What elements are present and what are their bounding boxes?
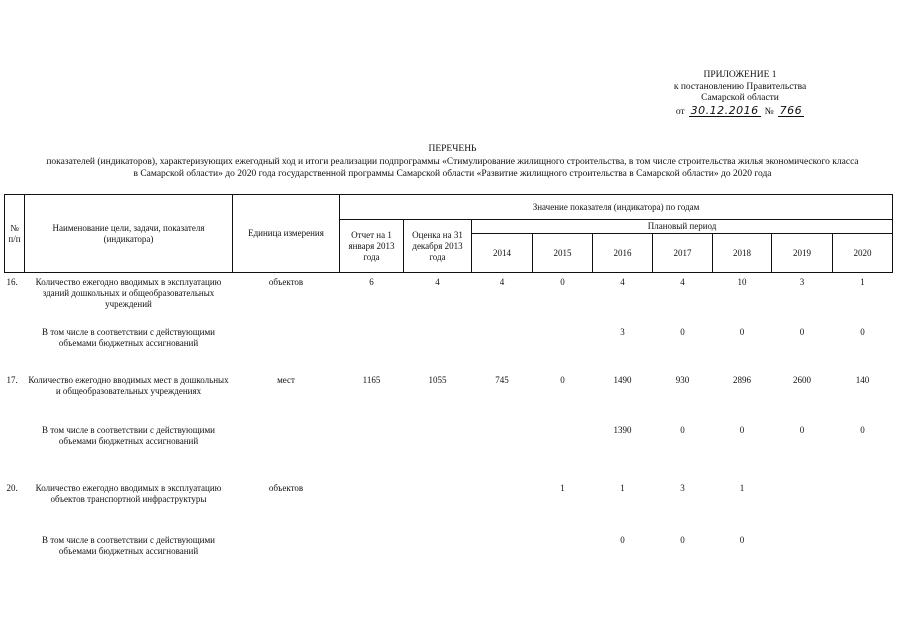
- appendix-date: 30.12.2016: [690, 103, 759, 117]
- row-2017: 0: [680, 425, 685, 435]
- row-unit: объектов: [268, 483, 304, 493]
- row-2020: [833, 531, 893, 565]
- row-2016: 1: [620, 483, 625, 493]
- row-2018: 0: [739, 327, 745, 337]
- row-2017: 930: [675, 375, 690, 385]
- appendix-number-sign: №: [764, 106, 774, 117]
- header-year-2017: 2017: [653, 234, 713, 273]
- table-body: [5, 273, 893, 566]
- table-row: [5, 367, 893, 425]
- row-2016: 1390: [613, 425, 632, 435]
- header-name: Наименование цели, задачи, показателя (индикатора): [25, 195, 233, 273]
- row-2015: [533, 531, 593, 565]
- row-report: [340, 481, 404, 531]
- table-header: [5, 195, 893, 273]
- appendix-block: [665, 70, 815, 118]
- row-estimate: [404, 481, 472, 531]
- row-2018: 0: [739, 535, 745, 545]
- header-unit: Единица измерения: [233, 195, 340, 273]
- header-planned: Плановый период: [472, 220, 893, 234]
- title-line-1: показателей (индикаторов), характеризующих ежегодный ход и итоги реализации подпрограммы «Стимулирование жилищного строительства, в том числе строительства жилья экономического класса: [46, 157, 859, 167]
- row-unit: объектов: [268, 277, 304, 287]
- row-2019: 0: [799, 327, 805, 337]
- row-2018: 2896: [733, 375, 751, 385]
- row-name: В том числе в соответствии с действующими объемами бюджетных ассигнований: [41, 327, 215, 348]
- row-2015: 0: [560, 277, 565, 287]
- title-line-2: в Самарской области» до 2020 года государственной программы Самарской области «Развитие жилищного строительства в Самарской области» до 2020 года: [133, 169, 772, 179]
- row-2016: 3: [620, 327, 625, 337]
- row-report: [340, 327, 404, 367]
- header-year-2019: 2019: [772, 234, 833, 273]
- row-2015: [533, 425, 593, 481]
- row-name: Количество ежегодно вводимых мест в дошкольных и общеобразовательных учреждениях: [28, 375, 229, 396]
- table-row: [5, 481, 893, 531]
- row-2014: [472, 531, 533, 565]
- row-num: 17.: [6, 375, 18, 385]
- title-heading: ПЕРЕЧЕНЬ: [428, 144, 477, 154]
- row-2018: 1: [739, 483, 745, 493]
- row-name: В том числе в соответствии с действующими объемами бюджетных ассигнований: [41, 425, 215, 446]
- row-num: [5, 425, 25, 481]
- row-2016: 4: [620, 277, 625, 287]
- table-row: [5, 531, 893, 565]
- row-num: 20.: [6, 483, 18, 493]
- row-name: Количество ежегодно вводимых в эксплуатацию зданий дошкольных и общеобразовательных учреждений: [35, 277, 222, 309]
- row-2014: 745: [495, 375, 509, 385]
- row-report: [340, 531, 404, 565]
- table-row: [5, 273, 893, 328]
- row-report: 1165: [362, 375, 381, 385]
- row-2017: 0: [680, 327, 685, 337]
- header-num: № п/п: [5, 195, 25, 273]
- appendix-number: 766: [779, 103, 803, 117]
- row-2016: 0: [620, 535, 625, 545]
- row-2020: 140: [855, 375, 870, 385]
- row-estimate: [404, 327, 472, 367]
- row-2017: 4: [680, 277, 685, 287]
- row-num: [5, 327, 25, 367]
- table-row: [5, 425, 893, 481]
- row-2014: [472, 327, 533, 367]
- row-estimate: 1055: [428, 375, 447, 385]
- row-2014: [472, 481, 533, 531]
- row-2015: [533, 327, 593, 367]
- indicators-table: [4, 194, 893, 565]
- appendix-from-label: от: [675, 106, 685, 117]
- row-2020: 0: [860, 425, 865, 435]
- row-report: 6: [369, 277, 374, 287]
- row-2019: 2600: [793, 375, 811, 385]
- header-year-2020: 2020: [833, 234, 893, 273]
- row-2017: 0: [680, 535, 685, 545]
- header-year-2016: 2016: [593, 234, 653, 273]
- row-2015: 0: [560, 375, 565, 385]
- row-unit: [233, 425, 340, 481]
- row-2018: 10: [737, 277, 747, 287]
- row-2020: [833, 481, 893, 531]
- row-estimate: [404, 531, 472, 565]
- row-2019: 0: [799, 425, 805, 435]
- row-2015: 1: [560, 483, 565, 493]
- header-year-2015: 2015: [533, 234, 593, 273]
- row-estimate: 4: [435, 277, 440, 287]
- row-estimate: [404, 425, 472, 481]
- header-year-2018: 2018: [713, 234, 772, 273]
- row-num: 16.: [6, 277, 18, 287]
- row-name: В том числе в соответствии с действующими объемами бюджетных ассигнований: [41, 535, 215, 556]
- row-2019: [772, 531, 833, 565]
- row-2020: 1: [860, 277, 865, 287]
- header-estimate: Оценка на 31 декабря 2013 года: [404, 220, 472, 273]
- appendix-title: ПРИЛОЖЕНИЕ 1: [703, 70, 777, 80]
- row-2016: 1490: [613, 375, 632, 385]
- appendix-resolution-line: к постановлению Правительства: [673, 81, 807, 92]
- row-2014: 4: [499, 277, 505, 287]
- document-title: [0, 143, 905, 180]
- header-year-2014: 2014: [472, 234, 533, 273]
- appendix-dateline: [665, 105, 815, 119]
- appendix-region-line: Самарской области: [701, 93, 779, 103]
- row-2018: 0: [739, 425, 745, 435]
- row-unit: [233, 327, 340, 367]
- header-values-group: Значение показателя (индикатора) по годам: [340, 195, 893, 220]
- row-num: [5, 531, 25, 565]
- row-name: Количество ежегодно вводимых в эксплуатацию объектов транспортной инфраструктуры: [35, 483, 222, 504]
- row-2019: 3: [799, 277, 805, 287]
- row-2020: 0: [860, 327, 865, 337]
- row-report: [340, 425, 404, 481]
- table-row: [5, 327, 893, 367]
- header-report: Отчет на 1 января 2013 года: [340, 220, 404, 273]
- row-2019: [772, 481, 833, 531]
- row-unit: [233, 531, 340, 565]
- row-2014: [472, 425, 533, 481]
- row-unit: мест: [277, 375, 295, 385]
- row-2017: 3: [680, 483, 685, 493]
